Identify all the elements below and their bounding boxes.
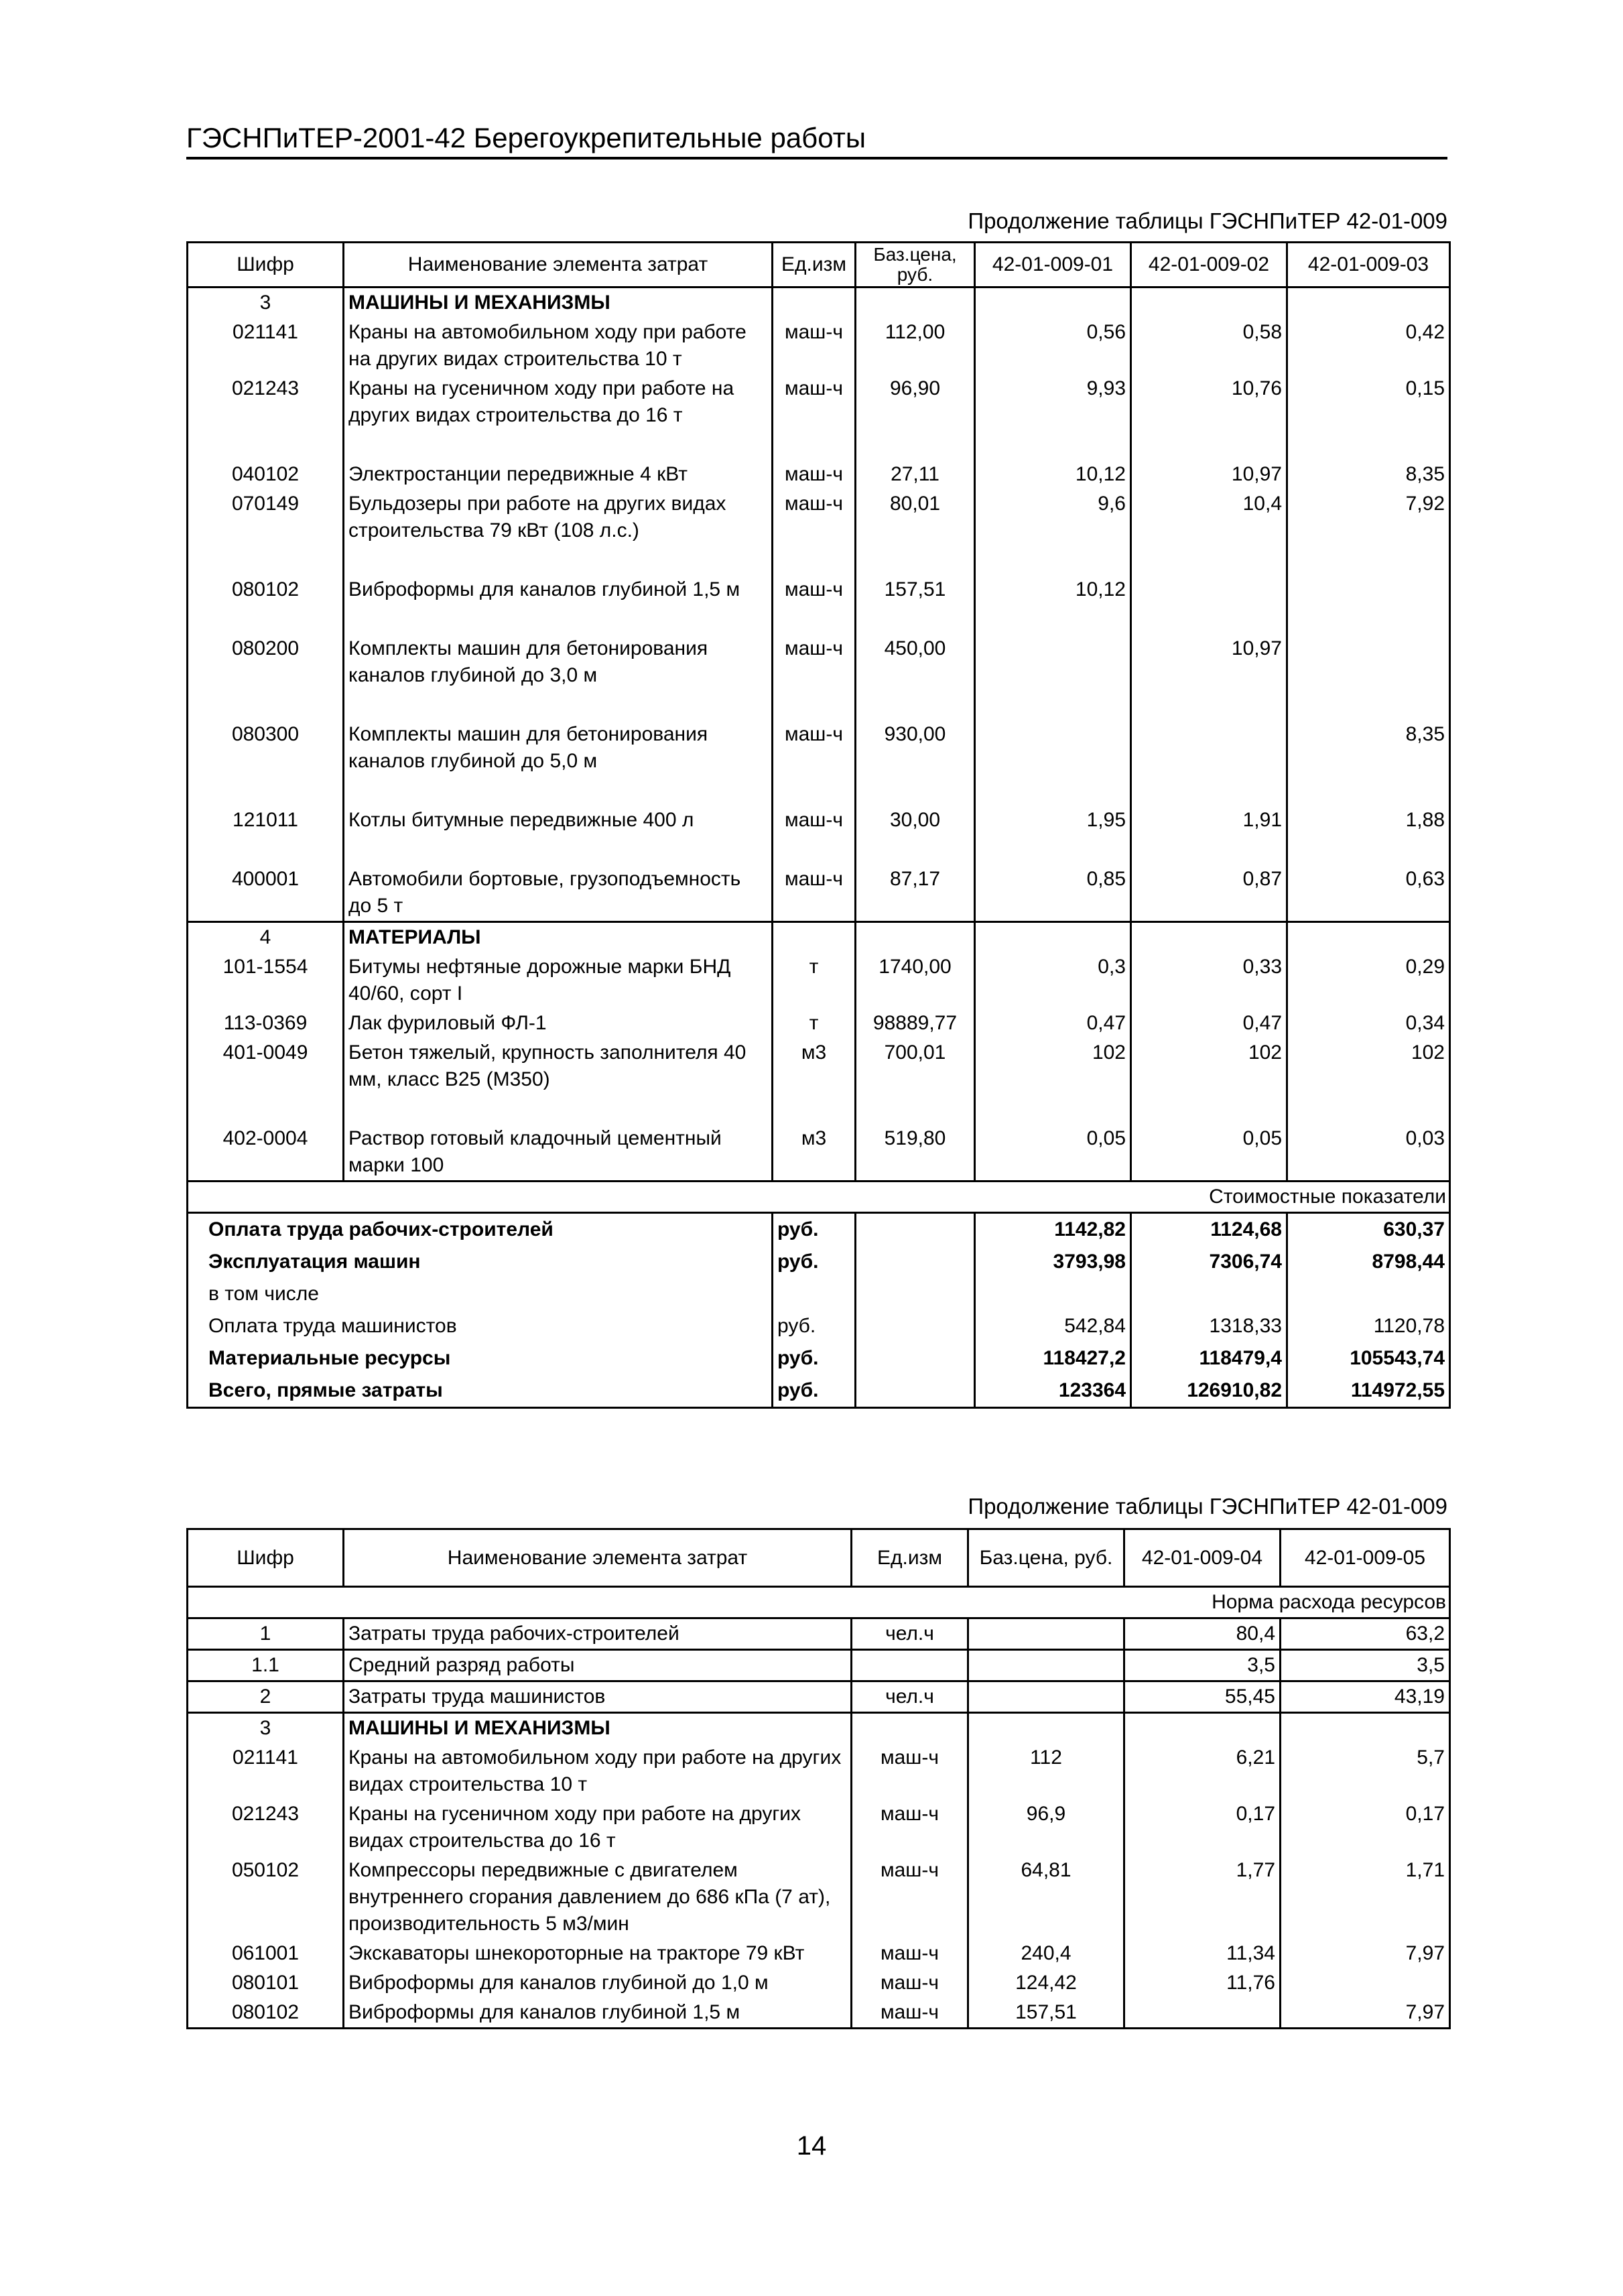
row-price: 64,81 [968, 1856, 1124, 1939]
summary-value-03 [1287, 1278, 1450, 1310]
table-row [188, 1650, 1450, 1681]
row-unit: чел.ч [852, 1681, 968, 1713]
row-value-03: 0,63 [1287, 865, 1450, 922]
table-row [188, 1009, 1450, 1038]
row-price: 450,00 [856, 634, 975, 690]
summary-value-03: 105543,74 [1287, 1342, 1450, 1375]
row-value-02: 0,58 [1131, 318, 1287, 374]
section-title: МАТЕРИАЛЫ [344, 922, 773, 953]
row-unit: маш-ч [773, 720, 856, 776]
row-value-03: 8,35 [1287, 720, 1450, 776]
row-value-04: 0,17 [1124, 1799, 1281, 1856]
table-row [188, 460, 1450, 489]
row-code: 2 [188, 1681, 344, 1713]
row-unit [852, 1650, 968, 1681]
row-value-01: 0,3 [975, 952, 1131, 1009]
row-unit: маш-ч [773, 374, 856, 430]
col-header-03: 42-01-009-03 [1287, 243, 1450, 288]
table-row [188, 720, 1450, 776]
row-price: 157,51 [856, 575, 975, 604]
row-code: 1.1 [188, 1650, 344, 1681]
col-header-name: Наименование элемента затрат [344, 1529, 852, 1587]
summary-value-02: 1124,68 [1131, 1213, 1287, 1247]
row-value-05: 1,71 [1281, 1856, 1450, 1939]
row-value-02: 10,97 [1131, 634, 1287, 690]
row-price [968, 1681, 1124, 1713]
row-value-04: 80,4 [1124, 1618, 1281, 1650]
col-header-code: Шифр [188, 243, 344, 288]
summary-value-01: 123364 [975, 1375, 1131, 1408]
row-unit: маш-ч [852, 1939, 968, 1968]
row-value-04: 11,34 [1124, 1939, 1281, 1968]
row-name: Виброформы для каналов глубиной 1,5 м [344, 575, 773, 604]
row-code: 080200 [188, 634, 344, 690]
row-value-01: 102 [975, 1038, 1131, 1094]
row-name: Средний разряд работы [344, 1650, 852, 1681]
section-code: 3 [188, 288, 344, 318]
table-row [188, 1743, 1450, 1799]
row-code: 070149 [188, 489, 344, 546]
spacer-row [188, 690, 1450, 720]
cost-table-2 [186, 1528, 1451, 2029]
cost-table-1 [186, 241, 1451, 1409]
summary-value-03: 630,37 [1287, 1213, 1450, 1247]
summary-value-01: 1142,82 [975, 1213, 1131, 1247]
row-price: 80,01 [856, 489, 975, 546]
spacer-row [188, 546, 1450, 575]
row-value-02: 102 [1131, 1038, 1287, 1094]
row-value-03 [1287, 575, 1450, 604]
row-price: 124,42 [968, 1968, 1124, 1998]
row-code: 402-0004 [188, 1124, 344, 1182]
row-price: 1740,00 [856, 952, 975, 1009]
col-header-unit: Ед.изм [852, 1529, 968, 1587]
row-unit: т [773, 952, 856, 1009]
row-value-03: 0,42 [1287, 318, 1450, 374]
section-row-materials [188, 922, 1450, 953]
table2-header-row [188, 1529, 1450, 1587]
col-header-05: 42-01-009-05 [1281, 1529, 1450, 1587]
summary-unit: руб. [773, 1310, 856, 1342]
row-value-04 [1124, 1998, 1281, 2029]
row-value-03: 102 [1287, 1038, 1450, 1094]
row-code: 021243 [188, 374, 344, 430]
table-row [188, 1856, 1450, 1939]
spacer-row [188, 430, 1450, 460]
row-unit: маш-ч [852, 1799, 968, 1856]
row-code: 021141 [188, 1743, 344, 1799]
row-value-01 [975, 720, 1131, 776]
row-price: 112 [968, 1743, 1124, 1799]
summary-unit: руб. [773, 1246, 856, 1278]
row-code: 040102 [188, 460, 344, 489]
row-name: Электростанции передвижные 4 кВт [344, 460, 773, 489]
row-value-05: 7,97 [1281, 1939, 1450, 1968]
table2-caption: Продолжение таблицы ГЭСНПиТЕР 42-01-009 [968, 1494, 1447, 1519]
band-row-resource-norm [188, 1587, 1450, 1618]
row-price: 112,00 [856, 318, 975, 374]
row-value-04: 3,5 [1124, 1650, 1281, 1681]
row-unit: маш-ч [773, 806, 856, 835]
table-row [188, 575, 1450, 604]
summary-value-03: 8798,44 [1287, 1246, 1450, 1278]
row-name: Экскаваторы шнекороторные на тракторе 79 кВт [344, 1939, 852, 1968]
summary-row [188, 1246, 1450, 1278]
table-row [188, 489, 1450, 546]
summary-row [188, 1213, 1450, 1247]
row-value-05: 5,7 [1281, 1743, 1450, 1799]
band-label: Стоимостные показатели [188, 1182, 1450, 1213]
section-code: 4 [188, 922, 344, 953]
table1-header-row [188, 243, 1450, 288]
summary-row [188, 1278, 1450, 1310]
table-row [188, 634, 1450, 690]
row-name: Краны на автомобильном ходу при работе на других видах строительства 10 т [344, 1743, 852, 1799]
row-price: 27,11 [856, 460, 975, 489]
summary-label: Оплата труда машинистов [188, 1310, 773, 1342]
row-value-01: 10,12 [975, 575, 1131, 604]
col-header-code: Шифр [188, 1529, 344, 1587]
row-name: Краны на автомобильном ходу при работе на других видах строительства 10 т [344, 318, 773, 374]
row-value-01: 0,56 [975, 318, 1131, 374]
summary-label: Оплата труда рабочих-строителей [188, 1213, 773, 1247]
table-row [188, 1968, 1450, 1998]
summary-value-03: 1120,78 [1287, 1310, 1450, 1342]
row-code: 061001 [188, 1939, 344, 1968]
row-value-02 [1131, 575, 1287, 604]
row-value-05: 3,5 [1281, 1650, 1450, 1681]
row-value-02 [1131, 720, 1287, 776]
row-code: 101-1554 [188, 952, 344, 1009]
row-value-01: 0,47 [975, 1009, 1131, 1038]
table-row [188, 374, 1450, 430]
row-unit: маш-ч [852, 1968, 968, 1998]
table-row [188, 1939, 1450, 1968]
row-code: 080102 [188, 1998, 344, 2029]
row-code: 021141 [188, 318, 344, 374]
row-name: Комплекты машин для бетонирования каналов глубиной до 3,0 м [344, 634, 773, 690]
band-row-cost-indicators [188, 1182, 1450, 1213]
row-value-02: 0,05 [1131, 1124, 1287, 1182]
table-row [188, 1038, 1450, 1094]
row-value-02: 0,33 [1131, 952, 1287, 1009]
row-value-03 [1287, 634, 1450, 690]
spacer-row [188, 776, 1450, 806]
row-value-02: 10,4 [1131, 489, 1287, 546]
section-row-machines [188, 1713, 1450, 1744]
summary-value-01 [975, 1278, 1131, 1310]
table-row [188, 1998, 1450, 2029]
summary-value-01: 118427,2 [975, 1342, 1131, 1375]
row-name: Виброформы для каналов глубиной до 1,0 м [344, 1968, 852, 1998]
row-name: Затраты труда рабочих-строителей [344, 1618, 852, 1650]
summary-unit: руб. [773, 1375, 856, 1408]
row-unit: маш-ч [773, 634, 856, 690]
summary-value-02: 7306,74 [1131, 1246, 1287, 1278]
row-name: Автомобили бортовые, грузоподъемность до 5 т [344, 865, 773, 922]
row-name: Виброформы для каналов глубиной 1,5 м [344, 1998, 852, 2029]
row-name: Затраты труда машинистов [344, 1681, 852, 1713]
row-name: Бетон тяжелый, крупность заполнителя 40 мм, класс В25 (М350) [344, 1038, 773, 1094]
row-value-05 [1281, 1968, 1450, 1998]
row-unit: м3 [773, 1038, 856, 1094]
row-value-03: 0,03 [1287, 1124, 1450, 1182]
summary-row [188, 1375, 1450, 1408]
row-value-01: 9,6 [975, 489, 1131, 546]
row-unit: т [773, 1009, 856, 1038]
row-name: Краны на гусеничном ходу при работе на других видах строительства до 16 т [344, 1799, 852, 1856]
summary-label: в том числе [188, 1278, 773, 1310]
row-value-03: 8,35 [1287, 460, 1450, 489]
row-name: Котлы битумные передвижные 400 л [344, 806, 773, 835]
col-header-price: Баз.цена, руб. [856, 243, 975, 288]
row-price: 30,00 [856, 806, 975, 835]
row-value-04: 6,21 [1124, 1743, 1281, 1799]
row-price: 930,00 [856, 720, 975, 776]
row-value-05: 43,19 [1281, 1681, 1450, 1713]
row-unit: маш-ч [852, 1998, 968, 2029]
page-header-title: ГЭСНПиТЕР-2001-42 Берегоукрепительные работы [186, 121, 1447, 160]
table-row [188, 952, 1450, 1009]
row-unit: маш-ч [773, 865, 856, 922]
row-name: Лак фуриловый ФЛ-1 [344, 1009, 773, 1038]
col-header-01: 42-01-009-01 [975, 243, 1131, 288]
table-row [188, 318, 1450, 374]
row-code: 080101 [188, 1968, 344, 1998]
summary-label: Материальные ресурсы [188, 1342, 773, 1375]
row-unit: маш-ч [773, 575, 856, 604]
row-unit: чел.ч [852, 1618, 968, 1650]
summary-value-02: 1318,33 [1131, 1310, 1287, 1342]
table1-caption: Продолжение таблицы ГЭСНПиТЕР 42-01-009 [968, 208, 1447, 233]
row-value-02: 10,76 [1131, 374, 1287, 430]
col-header-price: Баз.цена, руб. [968, 1529, 1124, 1587]
row-name: Раствор готовый кладочный цементный марки 100 [344, 1124, 773, 1182]
row-unit: маш-ч [773, 318, 856, 374]
section-row-machines [188, 288, 1450, 318]
row-code: 400001 [188, 865, 344, 922]
row-value-03: 0,29 [1287, 952, 1450, 1009]
row-unit: маш-ч [773, 489, 856, 546]
table-row [188, 1799, 1450, 1856]
row-price: 96,90 [856, 374, 975, 430]
table-row [188, 1618, 1450, 1650]
row-price: 96,9 [968, 1799, 1124, 1856]
summary-unit [773, 1278, 856, 1310]
row-value-01: 0,05 [975, 1124, 1131, 1182]
summary-label: Всего, прямые затраты [188, 1375, 773, 1408]
row-code: 080102 [188, 575, 344, 604]
row-value-03: 7,92 [1287, 489, 1450, 546]
row-value-01: 9,93 [975, 374, 1131, 430]
page-number: 14 [796, 2131, 827, 2161]
row-name: Краны на гусеничном ходу при работе на других видах строительства до 16 т [344, 374, 773, 430]
row-value-05: 7,97 [1281, 1998, 1450, 2029]
row-value-01: 0,85 [975, 865, 1131, 922]
row-value-02: 1,91 [1131, 806, 1287, 835]
col-header-unit: Ед.изм [773, 243, 856, 288]
section-code: 3 [188, 1713, 344, 1744]
summary-unit: руб. [773, 1213, 856, 1247]
row-code: 113-0369 [188, 1009, 344, 1038]
row-value-05: 63,2 [1281, 1618, 1450, 1650]
row-price: 519,80 [856, 1124, 975, 1182]
row-name: Бульдозеры при работе на других видах строительства 79 кВт (108 л.с.) [344, 489, 773, 546]
section-title: МАШИНЫ И МЕХАНИЗМЫ [344, 1713, 852, 1744]
summary-unit: руб. [773, 1342, 856, 1375]
table-row [188, 806, 1450, 835]
row-value-01 [975, 634, 1131, 690]
summary-value-01: 542,84 [975, 1310, 1131, 1342]
row-name: Компрессоры передвижные с двигателем внутреннего сгорания давлением до 686 кПа (7 ат), производительность 5 м3/мин [344, 1856, 852, 1939]
row-value-03: 0,34 [1287, 1009, 1450, 1038]
row-price [968, 1618, 1124, 1650]
row-code: 080300 [188, 720, 344, 776]
spacer-row [188, 604, 1450, 634]
row-value-04: 11,76 [1124, 1968, 1281, 1998]
row-code: 021243 [188, 1799, 344, 1856]
row-unit: маш-ч [852, 1856, 968, 1939]
row-price: 700,01 [856, 1038, 975, 1094]
row-value-03: 1,88 [1287, 806, 1450, 835]
row-value-03: 0,15 [1287, 374, 1450, 430]
summary-value-02 [1131, 1278, 1287, 1310]
row-price: 98889,77 [856, 1009, 975, 1038]
summary-label: Эксплуатация машин [188, 1246, 773, 1278]
col-header-name: Наименование элемента затрат [344, 243, 773, 288]
col-header-02: 42-01-009-02 [1131, 243, 1287, 288]
row-name: Битумы нефтяные дорожные марки БНД 40/60, сорт I [344, 952, 773, 1009]
summary-value-02: 118479,4 [1131, 1342, 1287, 1375]
section-title: МАШИНЫ И МЕХАНИЗМЫ [344, 288, 773, 318]
col-header-04: 42-01-009-04 [1124, 1529, 1281, 1587]
row-price: 157,51 [968, 1998, 1124, 2029]
row-value-01: 10,12 [975, 460, 1131, 489]
row-unit: маш-ч [773, 460, 856, 489]
row-value-01: 1,95 [975, 806, 1131, 835]
summary-value-02: 126910,82 [1131, 1375, 1287, 1408]
row-unit: м3 [773, 1124, 856, 1182]
row-unit: маш-ч [852, 1743, 968, 1799]
row-code: 401-0049 [188, 1038, 344, 1094]
row-value-02: 0,87 [1131, 865, 1287, 922]
table-row [188, 1124, 1450, 1182]
row-value-04: 55,45 [1124, 1681, 1281, 1713]
row-name: Комплекты машин для бетонирования каналов глубиной до 5,0 м [344, 720, 773, 776]
row-value-02: 10,97 [1131, 460, 1287, 489]
table-row [188, 865, 1450, 922]
row-value-04: 1,77 [1124, 1856, 1281, 1939]
spacer-row [188, 835, 1450, 865]
summary-row [188, 1342, 1450, 1375]
row-price: 240,4 [968, 1939, 1124, 1968]
row-code: 121011 [188, 806, 344, 835]
spacer-row [188, 1094, 1450, 1124]
row-value-05: 0,17 [1281, 1799, 1450, 1856]
row-price [968, 1650, 1124, 1681]
summary-value-03: 114972,55 [1287, 1375, 1450, 1408]
band-label: Норма расхода ресурсов [188, 1587, 1450, 1618]
row-value-02: 0,47 [1131, 1009, 1287, 1038]
row-code: 1 [188, 1618, 344, 1650]
summary-value-01: 3793,98 [975, 1246, 1131, 1278]
summary-row [188, 1310, 1450, 1342]
table-row [188, 1681, 1450, 1713]
row-code: 050102 [188, 1856, 344, 1939]
row-price: 87,17 [856, 865, 975, 922]
